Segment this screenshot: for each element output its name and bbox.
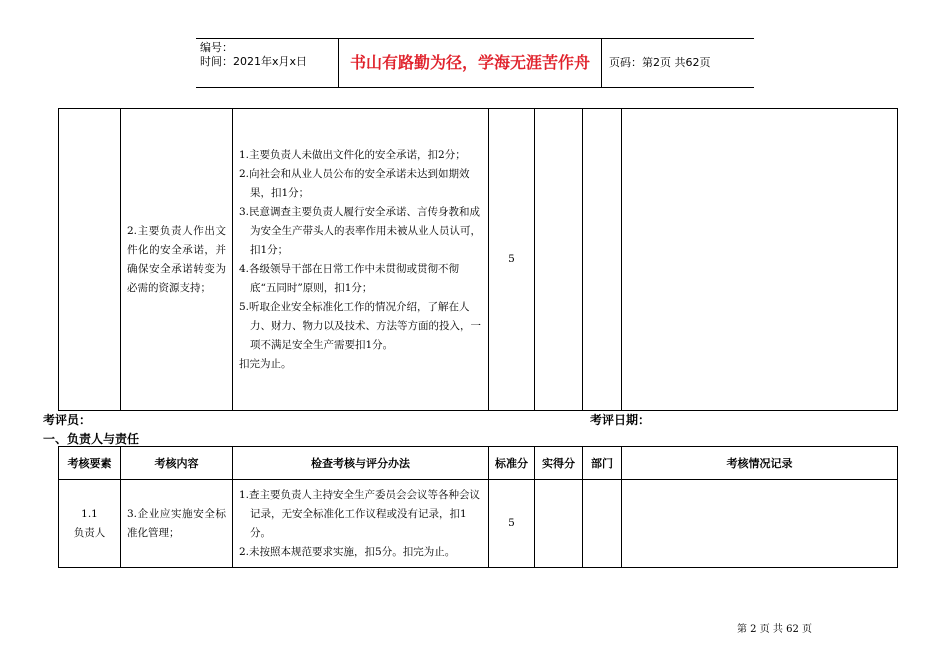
- method-list: [239, 486, 482, 562]
- page-header: [196, 38, 754, 88]
- method-item: 扣完为止。: [239, 357, 292, 370]
- element-cell: 1.1 负责人: [59, 480, 121, 568]
- header-method: 检查考核与评分办法: [233, 447, 489, 480]
- header-page-code: 页码：第2页 共62页: [609, 56, 711, 69]
- actual-score-cell: [535, 109, 583, 411]
- header-record: 考核情况记录: [622, 447, 898, 480]
- table-row: [59, 480, 898, 568]
- department-cell: [583, 109, 622, 411]
- method-item: 4.各级领导干部在日常工作中未贯彻或贯彻不彻底“五同时”原则，扣1分；: [239, 262, 460, 294]
- method-cell: [233, 480, 489, 568]
- header-content: 考核内容: [121, 447, 233, 480]
- assessment-date-label: 考评日期：: [590, 413, 651, 427]
- header-element: 考核要素: [59, 447, 121, 480]
- header-meta: [200, 41, 307, 69]
- element-cell: [59, 109, 121, 411]
- header-actual-score: 实得分: [535, 447, 583, 480]
- content-cell: 2.主要负责人作出文件化的安全承诺，并确保安全承诺转变为必需的资源支持；: [121, 109, 233, 411]
- standard-score-cell: 5: [489, 109, 535, 411]
- method-cell: [233, 109, 489, 411]
- method-item: 2.向社会和从业人员公布的安全承诺未达到如期效果，扣1分；: [239, 167, 470, 199]
- method-item: 3.民意调查主要负责人履行安全承诺、言传身教和成为安全生产带头人的表率作用未被从业人员认可，扣1分；: [239, 205, 481, 256]
- department-cell: [583, 480, 622, 568]
- top-table: [58, 108, 898, 411]
- section-title: 一、负责人与责任: [43, 432, 140, 446]
- standard-score-cell: 5: [489, 480, 535, 568]
- table-row: [59, 109, 898, 411]
- method-item: 5.听取企业安全标准化工作的情况介绍，了解在人力、财力、物力以及技术、方法等方面的投入，一项不满足安全生产需要扣1分。: [239, 300, 481, 351]
- date-label: 时间：2021年x月x日: [200, 55, 308, 68]
- page-footer: 第 2 页 共 62 页: [737, 624, 812, 635]
- record-cell: [622, 480, 898, 568]
- bottom-table: [58, 446, 898, 568]
- header-department: 部门: [583, 447, 622, 480]
- table-header-row: [59, 447, 898, 480]
- serial-label: 编号：: [200, 41, 233, 54]
- assessor-label: 考评员：: [43, 413, 92, 427]
- header-standard-score: 标准分: [489, 447, 535, 480]
- record-cell: [622, 109, 898, 411]
- method-item: 1.查主要负责人主持安全生产委员会会议等各种会议记录，无安全标准化工作议程或没有记录，扣1分。: [239, 488, 481, 539]
- header-motto: 书山有路勤为径，学海无涯苦作舟: [338, 39, 602, 87]
- content-cell: 3.企业应实施安全标准化管理；: [121, 480, 233, 568]
- method-item: 1.主要负责人未做出文件化的安全承诺，扣2分；: [239, 148, 466, 161]
- method-item: 2.未按照本规范要求实施，扣5分。扣完为止。: [239, 545, 456, 558]
- actual-score-cell: [535, 480, 583, 568]
- method-list: [239, 146, 482, 374]
